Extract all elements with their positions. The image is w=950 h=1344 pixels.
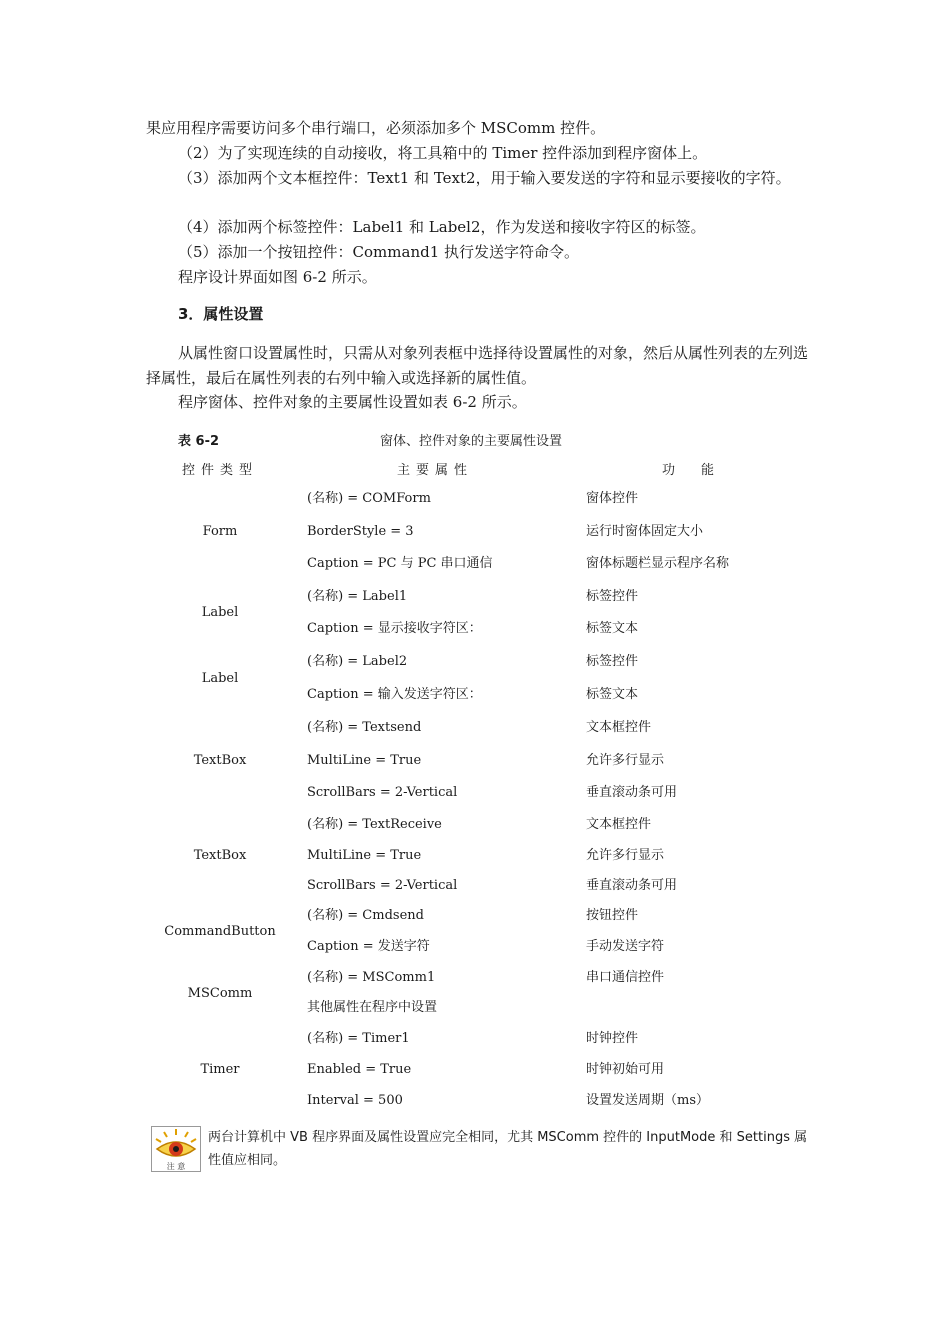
table-row — [0, 751, 950, 781]
note-icon-label: 注 意 — [166, 1162, 186, 1171]
type-cell-mscomm: MSComm — [187, 986, 253, 1001]
type-cell-label: Label — [201, 605, 239, 620]
property-cell: Enabled = True — [307, 1062, 412, 1077]
property-cell: Caption = 输入发送字符区： — [307, 687, 482, 702]
table-row — [0, 652, 950, 682]
header-function: 功 能 — [662, 463, 715, 478]
table-row — [0, 876, 950, 906]
table-row — [0, 489, 950, 519]
function-cell: 串口通信控件 — [586, 970, 665, 985]
header-main-property: 主要属性 — [397, 463, 474, 478]
table-row — [0, 815, 950, 845]
function-cell: 允许多行显示 — [586, 848, 665, 863]
function-cell: 垂直滚动条可用 — [586, 785, 678, 800]
function-cell: 允许多行显示 — [586, 753, 665, 768]
function-cell: 运行时窗体固定大小 — [586, 524, 704, 539]
function-cell: 窗体标题栏显示程序名称 — [586, 556, 730, 571]
table-row — [0, 937, 950, 967]
table-row — [0, 906, 950, 936]
property-cell: (名称) = COMForm — [307, 491, 431, 506]
paragraph-step-2: （2）为了实现连续的自动接收，将工具箱中的 Timer 控件添加到程序窗体上。 — [178, 144, 708, 162]
property-cell: BorderStyle = 3 — [307, 524, 414, 539]
function-cell: 标签控件 — [586, 589, 639, 604]
property-cell: (名称) = Label2 — [307, 654, 408, 669]
property-cell: ScrollBars = 2-Vertical — [307, 878, 458, 893]
property-cell: (名称) = Timer1 — [307, 1031, 410, 1046]
type-cell-commandbutton: CommandButton — [164, 924, 276, 939]
type-cell-label: Label — [201, 671, 239, 686]
paragraph-table-ref: 程序窗体、控件对象的主要属性设置如表 6-2 所示。 — [178, 393, 527, 411]
paragraph-continuation: 果应用程序需要访问多个串行端口，必须添加多个 MSComm 控件。 — [146, 119, 606, 137]
function-cell: 手动发送字符 — [586, 939, 665, 954]
function-cell: 文本框控件 — [586, 817, 652, 832]
table-row — [0, 718, 950, 748]
table-row — [0, 1091, 950, 1121]
property-cell: (名称) = MSComm1 — [307, 970, 436, 985]
table-title: 窗体、控件对象的主要属性设置 — [380, 434, 563, 449]
paragraph-step-3: （3）添加两个文本框控件：Text1 和 Text2，用于输入要发送的字符和显示要接收的字符。 — [178, 169, 791, 187]
property-cell: (名称) = TextReceive — [307, 817, 442, 832]
property-cell: ScrollBars = 2-Vertical — [307, 785, 458, 800]
function-cell: 设置发送周期（ms） — [586, 1093, 709, 1108]
function-cell: 标签文本 — [586, 621, 639, 636]
section-heading: 3．属性设置 — [178, 305, 264, 323]
property-cell: Caption = PC 与 PC 串口通信 — [307, 556, 493, 571]
function-cell: 窗体控件 — [586, 491, 639, 506]
paragraph-property-intro: 从属性窗口设置属性时，只需从对象列表框中选择待设置属性的对象，然后从属性列表的左列选择属性，最后在属性列表的右列中输入或选择新的属性值。 — [146, 344, 809, 387]
property-cell: (名称) = Cmdsend — [307, 908, 424, 923]
eye-icon — [151, 1126, 201, 1172]
type-cell-textbox: TextBox — [193, 848, 247, 863]
header-control-type: 控件类型 — [182, 463, 259, 478]
table-row — [0, 619, 950, 649]
table-row — [0, 554, 950, 584]
function-cell: 标签文本 — [586, 687, 639, 702]
type-cell-timer: Timer — [200, 1062, 240, 1077]
table-number: 表 6-2 — [178, 434, 220, 449]
table-row — [0, 522, 950, 552]
property-cell: (名称) = Label1 — [307, 589, 408, 604]
table-row — [0, 968, 950, 998]
type-cell-form: Form — [202, 524, 238, 539]
property-cell: Caption = 显示接收字符区： — [307, 621, 482, 636]
table-row — [0, 1060, 950, 1090]
function-cell: 时钟控件 — [586, 1031, 639, 1046]
property-cell: Interval = 500 — [307, 1093, 403, 1108]
property-cell: Caption = 发送字符 — [307, 939, 430, 954]
paragraph-step-5: （5）添加一个按钮控件：Command1 执行发送字符命令。 — [178, 243, 580, 261]
paragraph-figure-ref: 程序设计界面如图 6-2 所示。 — [178, 268, 377, 286]
property-cell: MultiLine = True — [307, 753, 422, 768]
property-cell: 其他属性在程序中设置 — [307, 1000, 438, 1015]
function-cell: 标签控件 — [586, 654, 639, 669]
table-row — [0, 846, 950, 876]
table-row — [0, 998, 950, 1028]
table-row — [0, 587, 950, 617]
property-cell: MultiLine = True — [307, 848, 422, 863]
table-row — [0, 1029, 950, 1059]
function-cell: 垂直滚动条可用 — [586, 878, 678, 893]
function-cell: 按钮控件 — [586, 908, 639, 923]
property-cell: (名称) = Textsend — [307, 720, 422, 735]
type-cell-textbox: TextBox — [193, 753, 247, 768]
function-cell: 时钟初始可用 — [586, 1062, 665, 1077]
table-row — [0, 783, 950, 813]
function-cell: 文本框控件 — [586, 720, 652, 735]
table-row — [0, 685, 950, 715]
note-text: 两台计算机中 VB 程序界面及属性设置应完全相同，尤其 MSComm 控件的 InputMode 和 Settings 属性值应相同。 — [208, 1130, 808, 1168]
paragraph-step-4: （4）添加两个标签控件：Label1 和 Label2，作为发送和接收字符区的标签。 — [178, 218, 706, 236]
